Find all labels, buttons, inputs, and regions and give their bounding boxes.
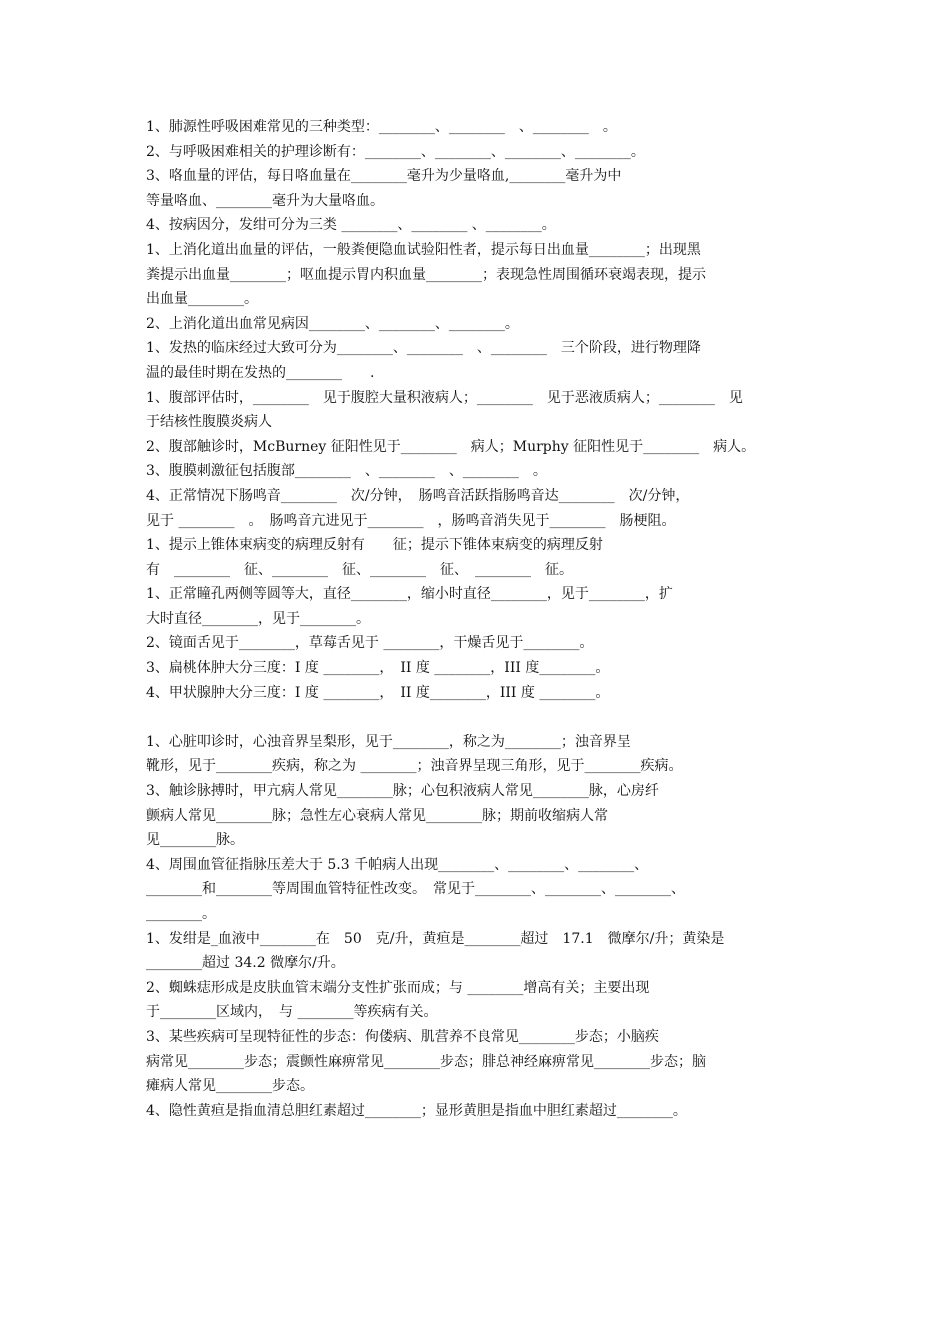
text-line: 1、上消化道出血量的评估，一般粪便隐血试验阳性者，提示每日出血量________；出现黑	[146, 241, 701, 258]
text-line: 大时直径________，见于________。	[146, 610, 370, 627]
text-line: 1、发绀是_血液中________在 50 克/升，黄疸是________超过 17.1 微摩尔/升；黄染是	[146, 930, 725, 947]
text-line: 1、腹部评估时，________ 见于腹腔大量积液病人；________ 见于恶液质病人；________ 见	[146, 389, 743, 406]
text-line: 1、发热的临床经过大致可分为________、________ 、________ 三个阶段，进行物理降	[146, 340, 701, 357]
text-line: 靴形，见于________疾病，称之为 ________；浊音界呈现三角形，见于________疾病。	[146, 758, 683, 775]
text-line: 颤病人常见________脉；急性左心衰病人常见________脉；期前收缩病人常	[146, 807, 608, 824]
text-line: 病常见________步态；震颤性麻痹常见________步态；腓总神经麻痹常见________步态；脑	[146, 1053, 706, 1070]
text-line: 4、正常情况下肠鸣音________ 次/分钟， 肠鸣音活跃指肠鸣音达________ 次/分钟，	[146, 487, 690, 504]
text-line: 3、扁桃体肿大分三度：I 度 ________， II 度 ________，III 度________。	[146, 660, 610, 677]
text-line: ________。	[146, 906, 216, 922]
text-line: 等量咯血、________毫升为大量咯血。	[146, 192, 384, 209]
text-line: 1、肺源性呼吸困难常见的三种类型：________、________ 、________ 。	[146, 119, 617, 135]
text-line: 有 ________ 征、________ 征、________ 征、 ________ 征。	[146, 561, 573, 578]
text-line: 于结核性腹膜炎病人	[146, 414, 272, 431]
text-line: 于________区域内， 与 ________等疾病有关。	[146, 1004, 438, 1021]
text-line: 3、某些疾病可呈现特征性的步态：佝偻病、肌营养不良常见________步态；小脑疾	[146, 1028, 659, 1045]
text-line: 见________脉。	[146, 832, 244, 849]
text-line: 3、腹膜刺激征包括腹部________ 、________ 、________ 。	[146, 463, 547, 480]
text-line: 3、咯血量的评估，每日咯血量在________毫升为少量咯血,________毫升为中	[146, 168, 622, 185]
text-line: 2、镜面舌见于________，草莓舌见于 ________，干燥舌见于________。	[146, 635, 594, 652]
text-line: 1、正常瞳孔两侧等圆等大，直径________，缩小时直径________，见于________，扩	[146, 586, 673, 603]
text-line: 4、甲状腺肿大分三度：I 度 ________， II 度________，III 度 ________。	[146, 684, 610, 701]
text-line: 2、腹部触诊时，McBurney 征阳性见于________ 病人；Murphy 征阳性见于________ 病人。	[146, 438, 756, 455]
text-line: 粪提示出血量________；呕血提示胃内积血量________；表现急性周围循环衰竭表现，提示	[146, 266, 706, 283]
text-line: 3、触诊脉搏时，甲亢病人常见________脉；心包积液病人常见________脉，心房纤	[146, 783, 659, 800]
text-line: 2、与呼吸困难相关的护理诊断有：________、________、________、________。	[146, 143, 645, 160]
text-line: 温的最佳时期在发热的________ .	[146, 364, 375, 381]
text-line: 出血量________。	[146, 291, 258, 308]
text-line: 1、心脏叩诊时，心浊音界呈梨形，见于________，称之为________；浊音界呈	[146, 733, 631, 750]
text-line: ________超过 34.2 微摩尔/升。	[146, 955, 345, 972]
text-line: 4、按病因分，发绀可分为三类 ________、________ 、________。	[146, 217, 556, 234]
question-list	[146, 115, 810, 1123]
text-line: 4、隐性黄疸是指血清总胆红素超过________；显形黄胆是指血中胆红素超过________。	[146, 1102, 687, 1119]
text-line: 2、蜘蛛痣形成是皮肤血管末端分支性扩张而成；与 ________增高有关；主要出现	[146, 979, 650, 996]
text-line: 4、周围血管征指脉压差大于 5.3 千帕病人出现________、________、________、	[146, 856, 649, 873]
text-line: ________和________等周围血管特征性改变。 常见于________、________、________、	[146, 881, 685, 898]
text-line: 1、提示上锥体束病变的病理反射有 征；提示下锥体束病变的病理反射	[146, 537, 603, 554]
blank-line	[146, 705, 810, 730]
text-line: 见于 ________ 。 肠鸣音亢进见于________ ，肠鸣音消失见于________ 肠梗阻。	[146, 512, 676, 529]
text-line: 瘫病人常见________步态。	[146, 1078, 314, 1095]
text-line: 2、上消化道出血常见病因________、________、________。	[146, 315, 519, 332]
